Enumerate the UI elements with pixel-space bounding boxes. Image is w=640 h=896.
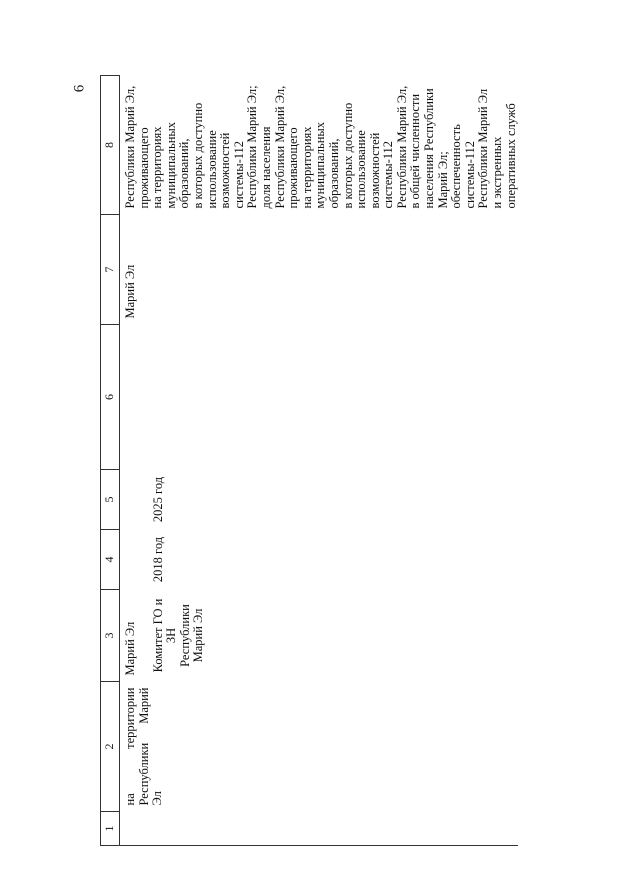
col8-text-line: в которых доступно: [190, 102, 205, 209]
col8-text-line: в которых доступно: [340, 102, 355, 209]
cell-col1: [120, 812, 519, 846]
table-row: [120, 76, 519, 846]
col8-text-line: системы-112: [231, 140, 246, 209]
col8-text-line: образований,: [326, 138, 341, 209]
col8-text-line: оперативных служб: [503, 103, 518, 209]
col8-text-line: проживающего: [286, 127, 301, 209]
cell-col2: на территории Республики Марий Эл: [123, 687, 165, 806]
col8-text-line: возможностей: [367, 132, 382, 209]
col-header-2: 2: [101, 682, 120, 812]
col8-text-line: муниципальных: [163, 121, 178, 209]
data-table: [100, 75, 518, 846]
col8-text-line: системы-112: [381, 140, 396, 209]
col8-text-line: и экстренных: [490, 136, 505, 209]
col8-text-line: проживающего: [136, 127, 151, 209]
col8-text-line: возможностей: [218, 132, 233, 209]
cell-col6: [120, 325, 519, 470]
cell-col3-top: Марий Эл: [123, 621, 137, 676]
col8-text-line: использование: [354, 130, 369, 209]
cell-col8: [120, 76, 519, 215]
col8-text-line: населения Республики: [422, 88, 437, 209]
col8-text-line: Республики Марий Эл,: [123, 85, 137, 209]
col8-text-line: образований,: [177, 138, 192, 209]
col-header-1: 1: [101, 812, 120, 846]
col8-text-line: использование: [204, 130, 219, 209]
col8-text-line: Республики Марий Эл: [476, 88, 491, 209]
col8-text-line: на территориях: [150, 126, 165, 209]
cell-col3-org: Комитет ГО и ЗН Республики Марий Эл: [150, 598, 206, 673]
col8-text-line: обеспеченность: [449, 124, 464, 209]
rotated-table-page: [100, 76, 570, 846]
cell-col7: Марий Эл: [123, 264, 137, 319]
col8-text-line: Республики Марий Эл,: [394, 85, 409, 209]
col-header-5: 5: [101, 470, 120, 530]
col8-text-line: системы-112: [462, 140, 477, 209]
col8-text-line: Республики Марий Эл,: [272, 85, 287, 209]
col-header-3: 3: [101, 590, 120, 682]
header-row: [101, 76, 120, 846]
cell-col5: [120, 470, 519, 530]
cell-col5-text: 2025 год: [151, 476, 165, 523]
cell-col3: [120, 590, 519, 682]
col-header-8: 8: [101, 76, 120, 215]
col8-text-line: на территориях: [299, 126, 314, 209]
col-header-4: 4: [101, 530, 120, 590]
col8-text-line: доля населения: [258, 126, 273, 209]
col8-text-line: муниципальных: [313, 121, 328, 209]
col8-text-line: Республики Марий Эл;: [245, 85, 260, 209]
col8-text-line: Марий Эл;: [435, 151, 450, 209]
col-header-6: 6: [101, 325, 120, 470]
col-header-7: 7: [101, 215, 120, 325]
col8-text-line: в общей численности: [408, 93, 423, 209]
cell-col4-text: 2018 год: [151, 536, 165, 583]
page-number: 6: [71, 84, 88, 93]
cell-col4: [120, 530, 519, 590]
